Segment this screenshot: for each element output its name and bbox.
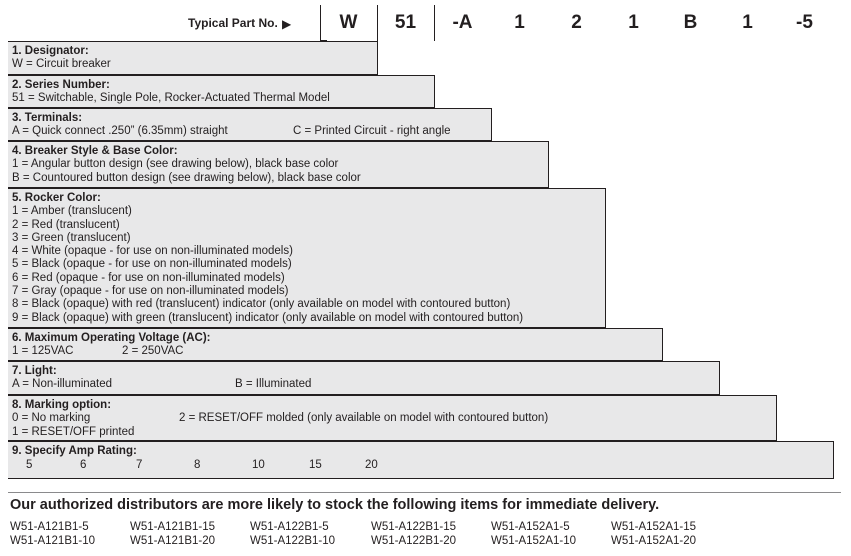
- section-breaker-style: [8, 141, 549, 188]
- typical-part-label: Typical Part No.: [188, 16, 278, 30]
- list-item: W51-A152A1-5: [491, 521, 570, 533]
- section-line-extra: 2 = RESET/OFF molded (only available on model with contoured button): [179, 412, 549, 424]
- section-line: 2 = Red (translucent): [12, 218, 120, 231]
- divider: [8, 492, 841, 493]
- section-line: 3 = Green (translucent): [12, 231, 131, 244]
- section-line: 0 = No marking: [12, 412, 91, 425]
- section-line: 8 = Black (opaque) with red (translucent) indicator (only available on model with contoured button): [12, 298, 511, 311]
- section-line: B = Countoured button design (see drawing below), black base color: [12, 171, 361, 184]
- section-line: W = Circuit breaker: [12, 58, 111, 71]
- distributor-column: [130, 520, 215, 548]
- part-segment-designator: W: [339, 11, 358, 33]
- distributor-column: [10, 520, 95, 548]
- section-line: 5 = Black (opaque - for use on non-illuminated models): [12, 258, 292, 271]
- divider: [377, 5, 378, 41]
- part-segment-marking: 1: [742, 11, 753, 33]
- distributor-column: [371, 520, 456, 548]
- amp-option: 5: [26, 459, 33, 471]
- section-line-extra: C = Printed Circuit - right angle: [293, 125, 451, 137]
- section-title: 1. Designator:: [12, 45, 89, 57]
- list-item: W51-A121B1-10: [10, 535, 96, 547]
- list-item: W51-A121B1-20: [130, 535, 216, 547]
- part-segment-amps: -5: [796, 11, 813, 33]
- section-title: 5. Rocker Color:: [12, 192, 101, 204]
- list-item: W51-A122B1-10: [250, 535, 336, 547]
- part-segment-rocker: 2: [571, 11, 582, 33]
- section-line: 1 = Angular button design (see drawing below), black base color: [12, 158, 339, 171]
- section-line: 51 = Switchable, Single Pole, Rocker-Actuated Thermal Model: [12, 92, 330, 105]
- section-light: [8, 361, 720, 395]
- list-item: W51-A152A1-15: [611, 521, 697, 533]
- section-title: 7. Light:: [12, 365, 57, 377]
- distributors-title: Our authorized distributors are more likely to stock the following items for immediate delivery.: [10, 497, 660, 513]
- distributor-column: [491, 520, 576, 548]
- section-terminals: [8, 108, 492, 141]
- amp-option: 6: [80, 459, 87, 471]
- section-line: 4 = White (opaque - for use on non-illuminated models): [12, 245, 293, 258]
- list-item: W51-A152A1-10: [491, 535, 577, 547]
- section-title: 2. Series Number:: [12, 79, 110, 91]
- divider: [434, 5, 435, 41]
- list-item: W51-A121B1-5: [10, 521, 89, 533]
- section-line: 1 = 125VAC: [12, 345, 74, 358]
- play-arrow-icon: ▶: [282, 17, 292, 31]
- part-segment-series: 51: [394, 11, 417, 33]
- section-series: [8, 75, 435, 108]
- divider: [320, 5, 321, 41]
- distributor-column: [611, 520, 696, 548]
- section-line-extra: B = Illuminated: [235, 378, 312, 390]
- part-segment-voltage: 1: [628, 11, 639, 33]
- list-item: W51-A122B1-15: [371, 521, 457, 533]
- section-title: 9. Specify Amp Rating:: [12, 445, 137, 457]
- list-item: W51-A121B1-15: [130, 521, 216, 533]
- part-segment-terminals: -A: [452, 11, 473, 33]
- section-title: 4. Breaker Style & Base Color:: [12, 145, 178, 157]
- section-line: 1 = RESET/OFF printed: [12, 425, 135, 438]
- section-title: 8. Marking option:: [12, 399, 112, 411]
- section-marking: [8, 395, 777, 441]
- section-voltage: [8, 328, 663, 361]
- amp-option: 15: [309, 459, 322, 471]
- part-segment-style: 1: [514, 11, 525, 33]
- part-segment-light: B: [683, 11, 698, 33]
- distributor-column: [250, 520, 335, 548]
- section-title: 6. Maximum Operating Voltage (AC):: [12, 332, 211, 344]
- amp-option: 20: [365, 459, 378, 471]
- section-line: A = Non-illuminated: [12, 378, 113, 391]
- list-item: W51-A152A1-20: [611, 535, 697, 547]
- section-title: 3. Terminals:: [12, 112, 83, 124]
- list-item: W51-A122B1-5: [250, 521, 329, 533]
- amp-option: 8: [194, 459, 201, 471]
- section-line: A = Quick connect .250” (6.35mm) straight: [12, 125, 228, 138]
- section-line: 6 = Red (opaque - for use on non-illuminated models): [12, 271, 285, 284]
- section-amp-rating: [8, 441, 834, 479]
- section-line: 9 = Black (opaque) with green (translucent) indicator (only available on model with contoured button): [12, 311, 524, 324]
- list-item: W51-A122B1-20: [371, 535, 457, 547]
- section-line: 1 = Amber (translucent): [12, 205, 132, 218]
- section-line-extra: 2 = 250VAC: [122, 345, 184, 357]
- section-line: 7 = Gray (opaque - for use on non-illuminated models): [12, 285, 289, 298]
- amp-option: 7: [136, 459, 143, 471]
- section-rocker-color: [8, 188, 606, 328]
- section-designator: [8, 41, 378, 75]
- amp-option: 10: [252, 459, 265, 471]
